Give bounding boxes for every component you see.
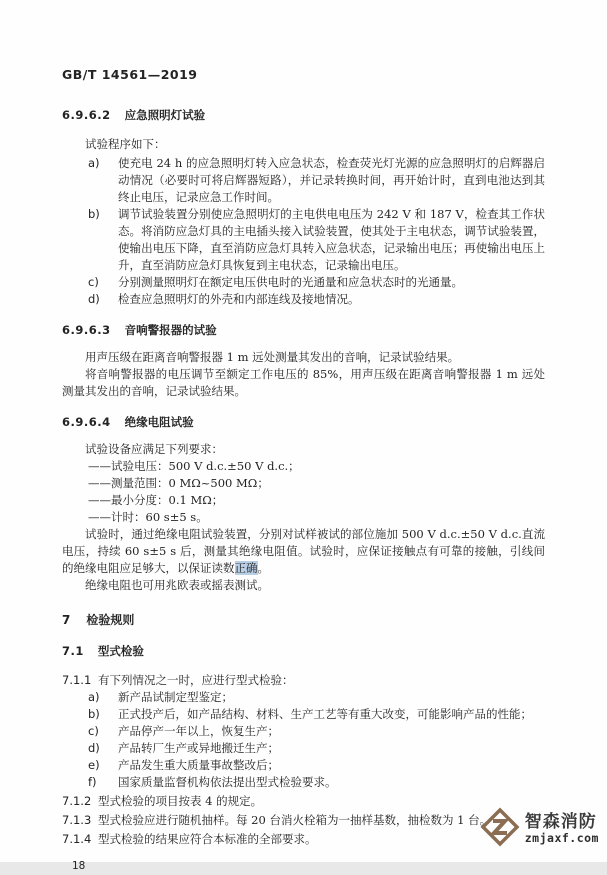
section-title: 型式检验 bbox=[97, 644, 144, 658]
clause-number: 7.1.1 bbox=[62, 673, 92, 687]
type-test-conditions-list bbox=[88, 689, 545, 791]
watermark-brand: 智森消防 bbox=[524, 812, 597, 833]
list-item bbox=[88, 291, 545, 308]
list-item-text: 分别测量照明灯在额定电压供电时的光通量和应急状态时的光通量。 bbox=[118, 275, 463, 289]
clause-711 bbox=[62, 672, 545, 689]
list-item-label: c) bbox=[88, 275, 99, 289]
list-item bbox=[88, 774, 545, 791]
clause-number: 7.1.4 bbox=[62, 832, 92, 846]
paragraph: 用声压级在距离音响警报器 1 m 远处测量其发出的音响，记录试验结果。 bbox=[85, 350, 460, 364]
list-item bbox=[88, 723, 545, 740]
requirements-list bbox=[88, 458, 545, 526]
list-item-label: b) bbox=[88, 707, 100, 721]
chapter-title: 检验规则 bbox=[86, 613, 135, 627]
selected-text-highlight: 正确 bbox=[234, 561, 258, 575]
page-number: 18 bbox=[72, 860, 86, 872]
section-title: 音响警报器的试验 bbox=[124, 323, 217, 337]
section-title: 绝缘电阻试验 bbox=[124, 415, 194, 429]
paragraph-text: 。 bbox=[257, 561, 269, 575]
section-intro: 试验设备应满足下列要求： bbox=[85, 442, 223, 456]
list-item-text: 产品转厂生产或异地搬迁生产； bbox=[118, 741, 279, 755]
dash-item: ——测量范围：0 MΩ~500 MΩ； bbox=[88, 476, 269, 490]
section-number: 6.9.6.3 bbox=[62, 323, 111, 337]
clause-text: 型式检验的结果应符合本标准的全部要求。 bbox=[98, 832, 317, 846]
list-item bbox=[88, 706, 545, 723]
list-item-text: 产品发生重大质量事故整改后； bbox=[118, 758, 279, 772]
section-number: 6.9.6.4 bbox=[62, 415, 111, 429]
list-item-label: f) bbox=[88, 775, 97, 789]
list-item-text: 新产品试制定型鉴定； bbox=[118, 690, 233, 704]
watermark-text bbox=[525, 814, 599, 845]
section-intro: 试验程序如下： bbox=[85, 137, 166, 151]
paragraph: 将音响警报器的电压调节至额定工作电压的 85%，用声压级在距离音响警报器 1 m 远处测量其发出的音响，记录试验结果。 bbox=[62, 367, 545, 398]
clause-713 bbox=[62, 812, 545, 829]
procedure-list bbox=[88, 155, 545, 308]
list-item bbox=[88, 689, 545, 706]
list-item bbox=[88, 274, 545, 291]
section-heading-6964 bbox=[62, 414, 545, 431]
list-item-label: b) bbox=[88, 207, 100, 221]
section-number: 6.9.6.2 bbox=[62, 108, 111, 122]
paragraph: 绝缘电阻也可用兆欧表或摇表测试。 bbox=[85, 578, 269, 592]
clause-text: 型式检验应进行随机抽样。每 20 台消火栓箱为一抽样基数，抽检数为 1 台。 bbox=[98, 813, 492, 827]
list-item-label: d) bbox=[88, 292, 100, 306]
clause-text: 有下列情况之一时，应进行型式检验： bbox=[98, 673, 294, 687]
list-item-label: c) bbox=[88, 724, 99, 738]
chapter-heading-7 bbox=[62, 612, 545, 629]
list-item-text: 检查应急照明灯的外壳和内部连线及接地情况。 bbox=[118, 292, 360, 306]
watermark bbox=[480, 807, 599, 852]
list-item-label: d) bbox=[88, 741, 100, 755]
list-item-text: 正式投产后，如产品结构、材料、生产工艺等有重大改变，可能影响产品的性能； bbox=[118, 707, 532, 721]
list-item bbox=[88, 757, 545, 774]
list-item-text: 调节试验装置分别使应急照明灯的主电供电电压为 242 V 和 187 V，检查其工作状态。将消防应急灯具的主电插头接入试验装置，使其处于主电状态，调节试验装置，使输出电压下降，直至消防应急灯具转入应急状态，记录输出电压；再使输出电压上升，直至消防应急灯具恢复到主电状态，记录输出电压。 bbox=[118, 207, 545, 272]
section-heading-71 bbox=[62, 643, 545, 660]
dash-item: ——计时：60 s±5 s。 bbox=[88, 510, 208, 524]
list-item bbox=[88, 206, 545, 274]
list-item-text: 产品停产一年以上，恢复生产； bbox=[118, 724, 279, 738]
section-heading-6962 bbox=[62, 107, 545, 124]
clause-number: 7.1.3 bbox=[62, 813, 92, 827]
standard-number-header: GB/T 14561—2019 bbox=[62, 67, 198, 82]
chapter-number: 7 bbox=[62, 613, 71, 627]
list-item bbox=[88, 740, 545, 757]
paragraph-text: 试验时，通过绝缘电阻试验装置，分别对试样被试的部位施加 500 V d.c.±50 V d.c.直流电压，持续 60 s±5 s 后，测量其绝缘电阻值。试验时，应保证接触点有可靠的接触，引线间的绝缘电阻应足够大，以保证读数 bbox=[62, 527, 545, 575]
list-item-label: e) bbox=[88, 758, 100, 772]
clause-number: 7.1.2 bbox=[62, 794, 92, 808]
zhisen-fire-logo-icon bbox=[480, 807, 520, 852]
section-number: 7.1 bbox=[62, 644, 84, 658]
list-item-label: a) bbox=[88, 156, 100, 170]
clause-text: 型式检验的项目按表 4 的规定。 bbox=[98, 794, 263, 808]
list-item-text: 国家质量监督机构依法提出型式检验要求。 bbox=[118, 775, 337, 789]
clause-712 bbox=[62, 793, 545, 810]
section-heading-6963 bbox=[62, 322, 545, 339]
dash-item: ——最小分度：0.1 MΩ； bbox=[88, 493, 224, 507]
dash-item: ——试验电压：500 V d.c.±50 V d.c.； bbox=[88, 459, 300, 473]
list-item bbox=[88, 155, 545, 206]
list-item-label: a) bbox=[88, 690, 100, 704]
list-item-text: 使充电 24 h 的应急照明灯转入应急状态，检查荧光灯光源的应急照明灯的启辉器启动情况（必要时可将启辉器短路），并记录转换时间，再开始计时，直到电池达到其终止电压，记录应急工作时间。 bbox=[118, 156, 545, 204]
watermark-site: zmjaxf.com bbox=[524, 831, 599, 846]
section-title: 应急照明灯试验 bbox=[124, 108, 206, 122]
paragraph bbox=[62, 526, 545, 577]
clause-714 bbox=[62, 831, 545, 848]
